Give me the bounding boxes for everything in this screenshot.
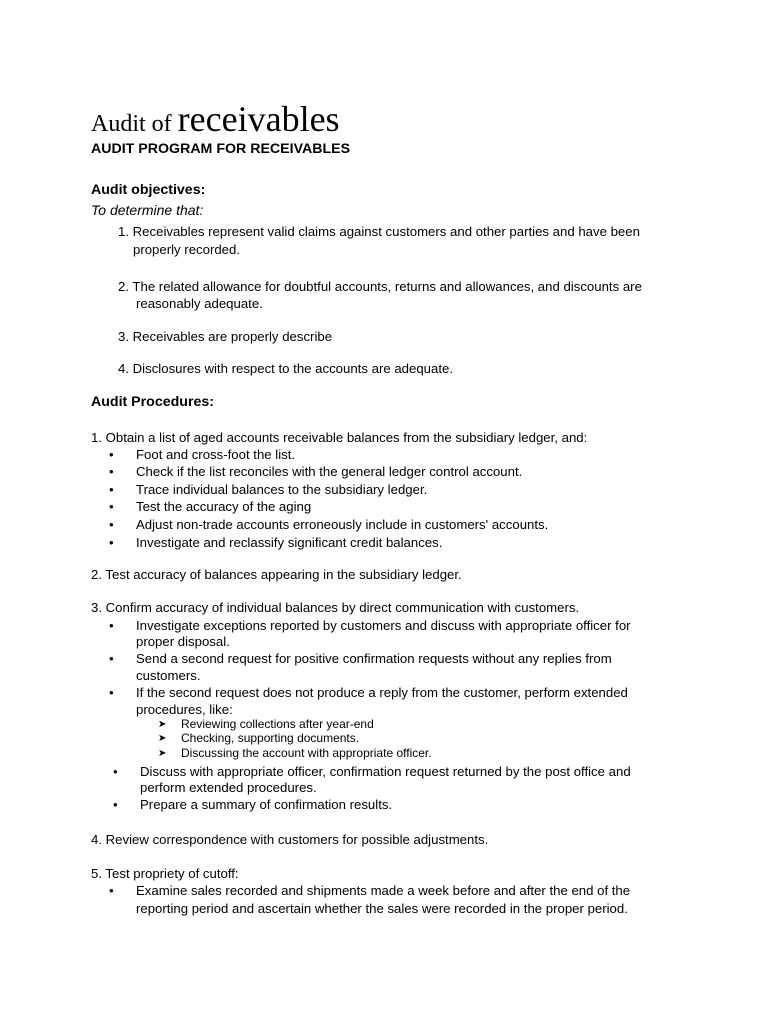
procedure-3-bullet-1-cont: proper disposal. bbox=[136, 634, 230, 649]
procedure-3-bullet-3: • If the second request does not produce a reply from the customer, perform extended bbox=[109, 685, 628, 700]
objective-item-3: 3. Receivables are properly describe bbox=[118, 329, 333, 344]
bullet-dot-icon: • bbox=[109, 618, 114, 633]
title-prefix: Audit of bbox=[91, 111, 178, 137]
procedure-1-bullet-1: • Foot and cross-foot the list. bbox=[109, 447, 296, 462]
procedure-5-bullet-1: • Examine sales recorded and shipments made a week before and after the end of the bbox=[109, 883, 631, 898]
bullet-dot-icon: • bbox=[113, 764, 118, 779]
procedure-3-bullet-5: • Prepare a summary of confirmation results. bbox=[113, 797, 393, 812]
arrowhead-right-icon: ➤ bbox=[158, 733, 167, 744]
bullet-dot-icon: • bbox=[109, 535, 114, 550]
arrowhead-right-icon: ➤ bbox=[158, 748, 167, 759]
procedure-3-subitem-1: ➤ Reviewing collections after year-end bbox=[158, 717, 374, 731]
objective-item-2-cont: reasonably adequate. bbox=[136, 296, 263, 311]
procedure-5-bullet-1-cont: reporting period and ascertain whether the sales were recorded in the proper period. bbox=[136, 901, 628, 916]
procedure-3-bullet-3-cont: procedures, like: bbox=[136, 702, 233, 717]
procedure-3: 3. Confirm accuracy of individual balances by direct communication with customers. bbox=[91, 600, 580, 615]
document-subtitle: AUDIT PROGRAM FOR RECEIVABLES bbox=[91, 141, 351, 157]
procedure-3-bullet-2-cont: customers. bbox=[136, 668, 201, 683]
procedure-1-bullet-4: • Test the accuracy of the aging bbox=[109, 499, 312, 514]
procedure-3-bullet-4-cont: perform extended procedures. bbox=[140, 780, 317, 795]
procedure-2: 2. Test accuracy of balances appearing in the subsidiary ledger. bbox=[91, 567, 462, 582]
title-main: receivables bbox=[177, 99, 340, 139]
bullet-dot-icon: • bbox=[109, 651, 114, 666]
procedure-4: 4. Review correspondence with customers for possible adjustments. bbox=[91, 832, 489, 847]
procedures-heading: Audit Procedures: bbox=[91, 394, 214, 410]
bullet-dot-icon: • bbox=[109, 499, 114, 514]
bullet-dot-icon: • bbox=[109, 685, 114, 700]
procedure-3-subitem-2: ➤ Checking, supporting documents. bbox=[158, 731, 360, 745]
procedure-1-bullet-6: • Investigate and reclassify significant credit balances. bbox=[109, 535, 443, 550]
objectives-intro: To determine that: bbox=[91, 202, 204, 218]
objective-item-1-cont: properly recorded. bbox=[133, 242, 241, 257]
procedure-1: 1. Obtain a list of aged accounts receivable balances from the subsidiary ledger, and: bbox=[91, 430, 588, 445]
arrowhead-right-icon: ➤ bbox=[158, 719, 167, 730]
objective-item-1: 1. Receivables represent valid claims against customers and other parties and have been bbox=[118, 224, 640, 239]
procedure-3-bullet-4: • Discuss with appropriate officer, confirmation request returned by the post office and bbox=[113, 764, 631, 779]
bullet-dot-icon: • bbox=[109, 464, 114, 479]
objectives-heading: Audit objectives: bbox=[91, 182, 206, 198]
bullet-dot-icon: • bbox=[109, 517, 114, 532]
procedure-1-bullet-2: • Check if the list reconciles with the general ledger control account. bbox=[109, 464, 523, 479]
objective-item-4: 4. Disclosures with respect to the accounts are adequate. bbox=[118, 361, 453, 376]
procedure-3-subitem-3: ➤ Discussing the account with appropriate officer. bbox=[158, 746, 432, 760]
procedure-5: 5. Test propriety of cutoff: bbox=[91, 866, 239, 881]
bullet-dot-icon: • bbox=[109, 482, 114, 497]
procedure-3-bullet-1: • Investigate exceptions reported by customers and discuss with appropriate officer for bbox=[109, 618, 631, 633]
procedure-1-bullet-5: • Adjust non-trade accounts erroneously include in customers' accounts. bbox=[109, 517, 549, 532]
procedure-3-bullet-2: • Send a second request for positive confirmation requests without any replies from bbox=[109, 651, 612, 666]
bullet-dot-icon: • bbox=[109, 447, 114, 462]
bullet-dot-icon: • bbox=[109, 883, 114, 898]
document-title bbox=[91, 97, 340, 146]
objective-item-2: 2. The related allowance for doubtful accounts, returns and allowances, and discounts are bbox=[118, 279, 642, 294]
bullet-dot-icon: • bbox=[113, 797, 118, 812]
procedure-1-bullet-3: • Trace individual balances to the subsidiary ledger. bbox=[109, 482, 428, 497]
